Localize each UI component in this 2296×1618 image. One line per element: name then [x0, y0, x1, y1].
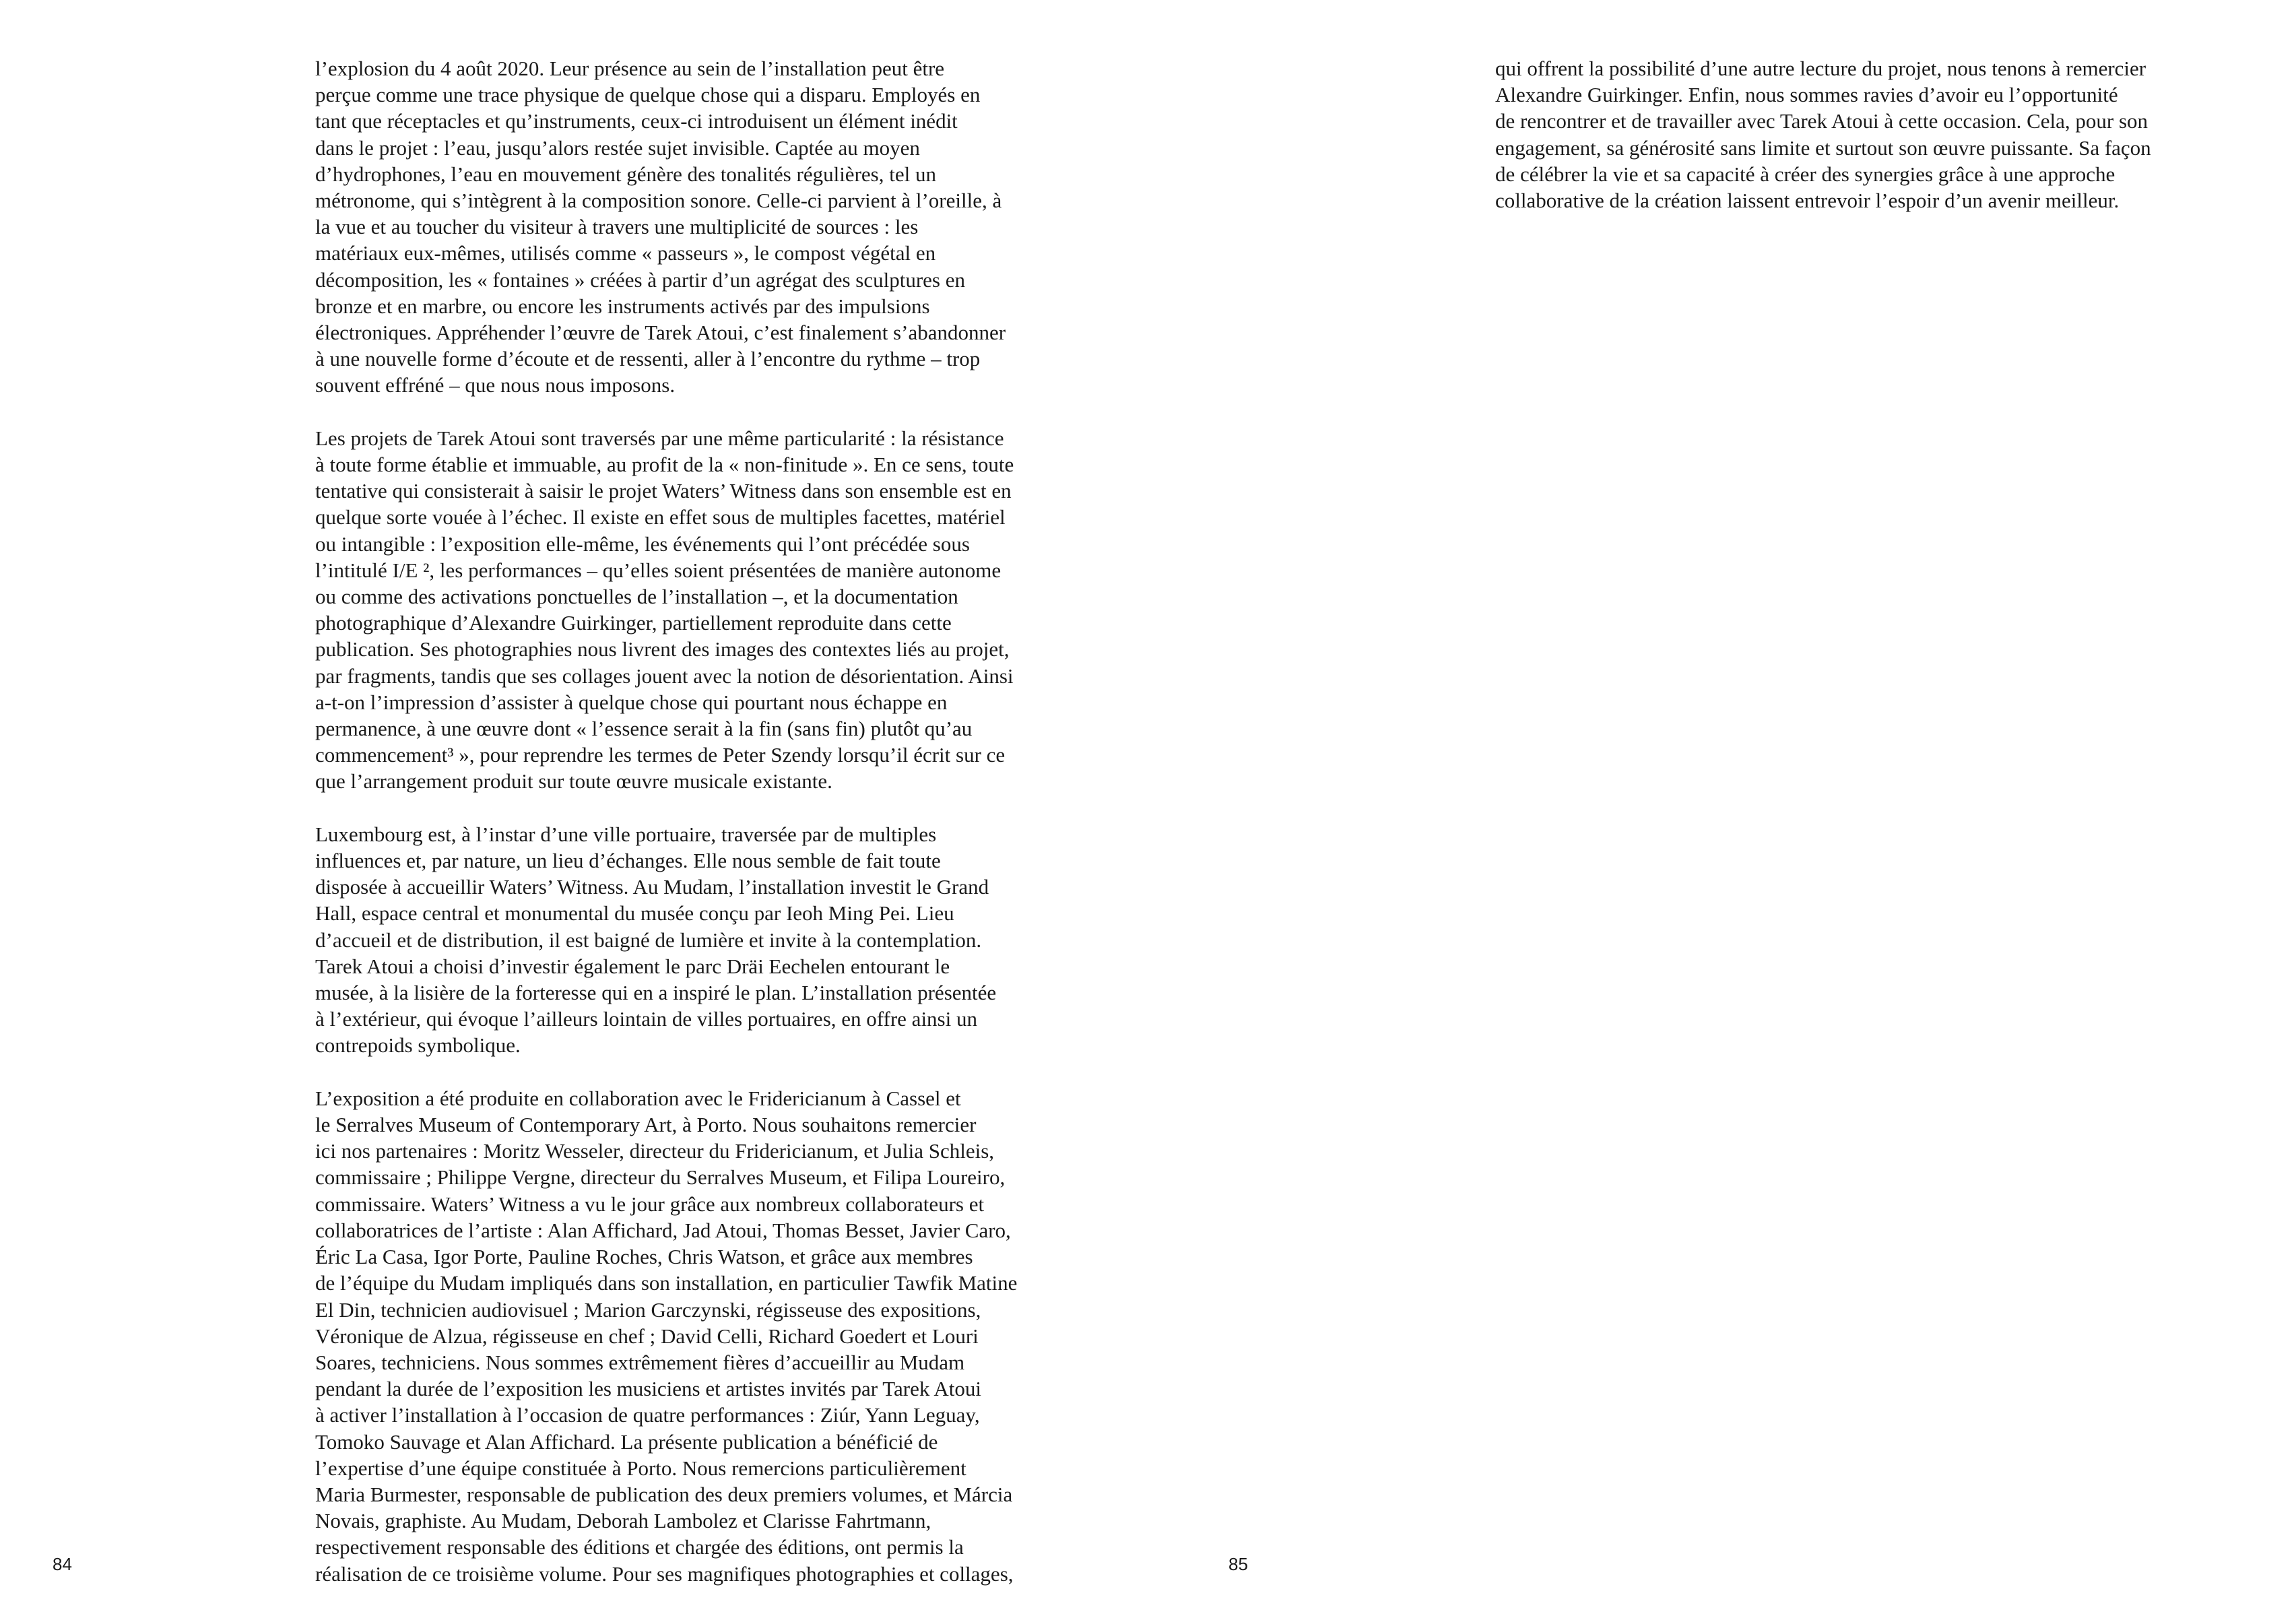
text-line: l’explosion du 4 août 2020. Leur présence au sein de l’installation peut être — [315, 57, 945, 80]
text-line: perçue comme une trace physique de quelque chose qui a disparu. Employés en — [315, 83, 981, 107]
text-line: Tarek Atoui a choisi d’investir également le parc Dräi Eechelen entourant le — [315, 954, 950, 978]
text-line: collaborative de la création laissent entrevoir l’espoir d’un avenir meilleur. — [1495, 189, 2120, 213]
text-line: ou comme des activations ponctuelles de l’installation –, et la documentation — [315, 585, 958, 609]
text-line: a-t-on l’impression d’assister à quelque chose qui pourtant nous échappe en — [315, 690, 948, 714]
text-line: contrepoids symbolique. — [315, 1033, 521, 1058]
text-line: tant que réceptacles et qu’instruments, ceux-ci introduisent un élément inédit — [315, 109, 958, 133]
text-line: El Din, technicien audiovisuel ; Marion Garczynski, régisseuse des expositions, — [315, 1297, 981, 1322]
text-line: commencement³ », pour reprendre les termes de Peter Szendy lorsqu’il écrit sur ce — [315, 743, 1006, 767]
text-line: permanence, à une œuvre dont « l’essence serait à la fin (sans fin) plutôt qu’au — [315, 717, 973, 741]
text-line: Luxembourg est, à l’instar d’une ville portuaire, traversée par de multiples — [315, 822, 937, 846]
text-line: Maria Burmester, responsable de publication des deux premiers volumes, et Márcia — [315, 1482, 1013, 1506]
text-line: à activer l’installation à l’occasion de quatre performances : Ziúr, Yann Leguay, — [315, 1403, 980, 1427]
text-line: collaboratrices de l’artiste : Alan Affichard, Jad Atoui, Thomas Besset, Javier Caro, — [315, 1218, 1011, 1242]
text-line: Hall, espace central et monumental du musée conçu par Ieoh Ming Pei. Lieu — [315, 901, 954, 926]
paragraph — [315, 55, 1110, 399]
text-line: Tomoko Sauvage et Alan Affichard. La présente publication a bénéficié de — [315, 1429, 938, 1454]
paragraph — [1495, 55, 2263, 214]
text-line: commissaire. Waters’ Witness a vu le jour grâce aux nombreux collaborateurs et — [315, 1192, 985, 1216]
text-line: à l’extérieur, qui évoque l’ailleurs lointain de villes portuaires, en offre ainsi un — [315, 1007, 977, 1031]
text-line: de célébrer la vie et sa capacité à créer des synergies grâce à une approche — [1495, 162, 2115, 186]
text-line: d’accueil et de distribution, il est baigné de lumière et invite à la contemplation. — [315, 928, 982, 952]
page-number-right: 85 — [1228, 1554, 1248, 1574]
text-line: Les projets de Tarek Atoui sont traversés par une même particularité : la résistance — [315, 426, 1004, 450]
text-line: souvent effréné – que nous nous imposons. — [315, 373, 676, 397]
text-line: Alexandre Guirkinger. Enfin, nous sommes ravies d’avoir eu l’opportunité — [1495, 83, 2118, 107]
text-line: d’hydrophones, l’eau en mouvement génère des tonalités régulières, tel un — [315, 162, 936, 186]
text-line: quelque sorte vouée à l’échec. Il existe en effet sous de multiples facettes, matériel — [315, 505, 1006, 529]
text-line: qui offrent la possibilité d’une autre lecture du projet, nous tenons à remercier — [1495, 57, 2146, 80]
text-line: tentative qui consisterait à saisir le projet Waters’ Witness dans son ensemble est en — [315, 479, 1012, 503]
text-line: de l’équipe du Mudam impliqués dans son installation, en particulier Tawfik Matine — [315, 1271, 1018, 1295]
text-line: influences et, par nature, un lieu d’échanges. Elle nous semble de fait toute — [315, 849, 941, 873]
text-line: photographique d’Alexandre Guirkinger, partiellement reproduite dans cette — [315, 611, 952, 635]
text-line: disposée à accueillir Waters’ Witness. Au Mudam, l’installation investit le Grand — [315, 875, 989, 899]
text-line: musée, à la lisière de la forteresse qui en a inspiré le plan. L’installation présentée — [315, 981, 997, 1005]
paragraph — [315, 1085, 1110, 1587]
text-line: respectivement responsable des éditions et chargée des éditions, ont permis la — [315, 1535, 964, 1559]
text-line: Soares, techniciens. Nous sommes extrêmement fières d’accueillir au Mudam — [315, 1350, 965, 1374]
text-line: métronome, qui s’intègrent à la composition sonore. Celle-ci parvient à l’oreille, à — [315, 189, 1002, 213]
right-text-column — [1495, 55, 2263, 240]
text-line: engagement, sa générosité sans limite et surtout son œuvre puissante. Sa façon — [1495, 135, 2151, 160]
text-line: dans le projet : l’eau, jusqu’alors restée sujet invisible. Captée au moyen — [315, 135, 920, 160]
text-line: ou intangible : l’exposition elle-même, les événements qui l’ont précédée sous — [315, 531, 970, 556]
text-line: décomposition, les « fontaines » créées à partir d’un agrégat des sculptures en — [315, 267, 965, 292]
text-line: Novais, graphiste. Au Mudam, Deborah Lambolez et Clarisse Fahrtmann, — [315, 1509, 931, 1533]
text-line: à toute forme établie et immuable, au profit de la « non-finitude ». En ce sens, toute — [315, 453, 1014, 477]
text-line: ici nos partenaires : Moritz Wesseler, directeur du Fridericianum, et Julia Schleis, — [315, 1139, 995, 1163]
paragraph — [315, 821, 1110, 1059]
text-line: pendant la durée de l’exposition les musiciens et artistes invités par Tarek Atoui — [315, 1377, 982, 1401]
text-line: l’expertise d’une équipe constituée à Porto. Nous remercions particulièrement — [315, 1456, 966, 1480]
text-line: par fragments, tandis que ses collages jouent avec la notion de désorientation. Ainsi — [315, 664, 1014, 688]
right-page — [1148, 0, 2296, 1618]
text-line: matériaux eux-mêmes, utilisés comme « passeurs », le compost végétal en — [315, 241, 936, 265]
text-line: électroniques. Appréhender l’œuvre de Tarek Atoui, c’est finalement s’abandonner — [315, 321, 1006, 345]
text-line: publication. Ses photographies nous livrent des images des contextes liés au projet, — [315, 637, 1010, 661]
text-line: l’intitulé I/E ², les performances – qu’elles soient présentées de manière autonome — [315, 558, 1002, 582]
left-text-column — [315, 55, 1110, 1613]
text-line: que l’arrangement produit sur toute œuvre musicale existante. — [315, 769, 832, 794]
text-line: à une nouvelle forme d’écoute et de ressenti, aller à l’encontre du rythme – trop — [315, 347, 981, 371]
text-line: bronze et en marbre, ou encore les instruments activés par des impulsions — [315, 294, 930, 318]
text-line: Éric La Casa, Igor Porte, Pauline Roches, Chris Watson, et grâce aux membres — [315, 1245, 973, 1269]
text-line: réalisation de ce troisième volume. Pour ses magnifiques photographies et collages, — [315, 1561, 1014, 1586]
text-line: commissaire ; Philippe Vergne, directeur du Serralves Museum, et Filipa Loureiro, — [315, 1165, 1006, 1190]
paragraph — [315, 425, 1110, 795]
text-line: la vue et au toucher du visiteur à travers une multiplicité de sources : les — [315, 215, 919, 239]
text-line: le Serralves Museum of Contemporary Art, à Porto. Nous souhaitons remercier — [315, 1113, 977, 1137]
text-line: L’exposition a été produite en collaboration avec le Fridericianum à Cassel et — [315, 1086, 961, 1110]
text-line: de rencontrer et de travailler avec Tarek Atoui à cette occasion. Cela, pour son — [1495, 109, 2149, 133]
text-line: Véronique de Alzua, régisseuse en chef ; David Celli, Richard Goedert et Louri — [315, 1324, 979, 1348]
page-number-left: 84 — [53, 1554, 72, 1574]
